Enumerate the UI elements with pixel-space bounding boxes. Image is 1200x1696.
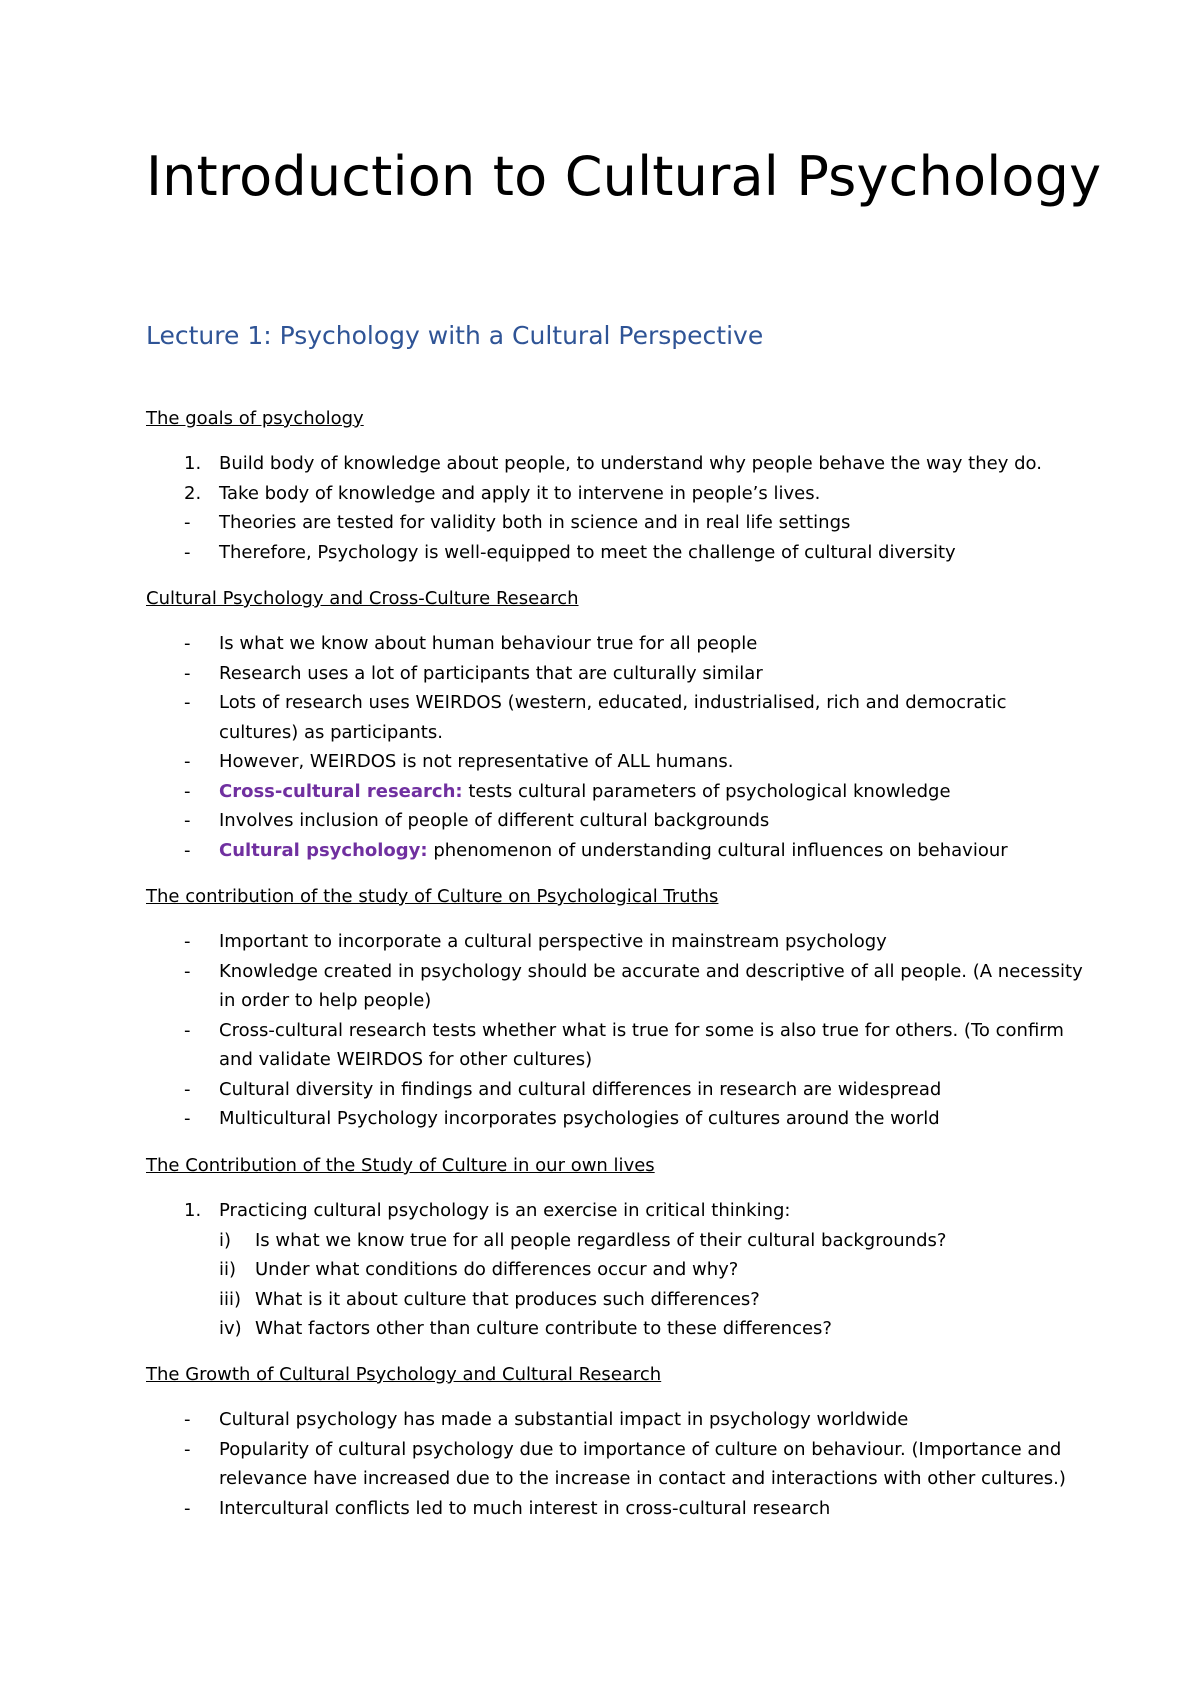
sub-list-marker: i) bbox=[219, 1229, 232, 1251]
list-marker: - bbox=[184, 931, 191, 952]
item-text: Cultural diversity in findings and cultural differences in research are widespread bbox=[219, 1078, 942, 1100]
list-item bbox=[146, 1104, 1086, 1134]
section-heading: The Contribution of the Study of Culture in our own lives bbox=[146, 1155, 655, 1176]
sub-item-list bbox=[146, 1226, 1086, 1344]
list-marker: 1. bbox=[184, 1200, 202, 1221]
list-item bbox=[146, 479, 1086, 509]
list-item bbox=[146, 1405, 1086, 1435]
item-text: Involves inclusion of people of different cultural backgrounds bbox=[219, 810, 770, 831]
section-heading: Cultural Psychology and Cross-Culture Research bbox=[146, 588, 579, 609]
item-text: Lots of research uses WEIRDOS (western, educated, industrialised, rich and democratic cultures) as participants. bbox=[219, 692, 1007, 743]
item-text: Research uses a lot of participants that are culturally similar bbox=[219, 662, 763, 684]
item-text: Is what we know about human behaviour true for all people bbox=[219, 633, 758, 654]
item-list bbox=[146, 1196, 1086, 1226]
list-item bbox=[146, 659, 1086, 689]
list-marker: - bbox=[184, 780, 191, 802]
list-marker: - bbox=[184, 541, 191, 563]
list-item bbox=[146, 806, 1086, 836]
sub-item-text: Under what conditions do differences occur and why? bbox=[255, 1259, 739, 1280]
section-contribution-own-lives bbox=[146, 1151, 1086, 1344]
sub-list-marker: iii) bbox=[219, 1288, 242, 1310]
list-marker: - bbox=[184, 1078, 191, 1100]
sub-item-text: What factors other than culture contribute to these differences? bbox=[255, 1318, 832, 1339]
list-item bbox=[146, 957, 1086, 1016]
list-item bbox=[146, 538, 1086, 568]
sub-list-item bbox=[146, 1255, 1086, 1285]
section-heading: The goals of psychology bbox=[146, 408, 364, 429]
list-item bbox=[146, 927, 1086, 957]
list-marker: - bbox=[184, 839, 191, 861]
item-list bbox=[146, 449, 1086, 567]
list-marker: - bbox=[184, 1438, 191, 1460]
list-marker: - bbox=[184, 1409, 191, 1430]
list-marker: - bbox=[184, 1497, 191, 1519]
section-cultural-psychology-research bbox=[146, 584, 1086, 865]
sub-list-marker: ii) bbox=[219, 1259, 237, 1280]
section-heading: The contribution of the study of Culture on Psychological Truths bbox=[146, 886, 719, 907]
list-marker: - bbox=[184, 692, 191, 713]
list-item bbox=[146, 1494, 1086, 1524]
item-text: Cultural psychology has made a substantial impact in psychology worldwide bbox=[219, 1409, 909, 1430]
section-growth-cultural-psychology bbox=[146, 1360, 1086, 1523]
list-item bbox=[146, 1196, 1086, 1226]
list-item bbox=[146, 1435, 1086, 1494]
section-goals-of-psychology bbox=[146, 404, 1086, 567]
item-list bbox=[146, 927, 1086, 1134]
list-marker: - bbox=[184, 633, 191, 654]
list-marker: - bbox=[184, 810, 191, 831]
list-marker: 1. bbox=[184, 453, 202, 474]
item-text: Knowledge created in psychology should be accurate and descriptive of all people. (A necessity in order to help people) bbox=[219, 960, 1083, 1011]
item-text: Therefore, Psychology is well-equipped to meet the challenge of cultural diversity bbox=[219, 541, 956, 563]
item-text: Take body of knowledge and apply it to intervene in people’s lives. bbox=[219, 482, 821, 504]
list-item bbox=[146, 747, 1086, 777]
lecture-heading: Lecture 1: Psychology with a Cultural Perspective bbox=[146, 321, 764, 350]
key-term: Cultural psychology: bbox=[219, 839, 428, 861]
item-text: phenomenon of understanding cultural influences on behaviour bbox=[427, 839, 1008, 861]
list-item bbox=[146, 1016, 1086, 1075]
list-marker: 2. bbox=[184, 482, 202, 504]
list-item bbox=[146, 508, 1086, 538]
item-list bbox=[146, 1405, 1086, 1523]
item-text: However, WEIRDOS is not representative of ALL humans. bbox=[219, 751, 734, 772]
item-text: Intercultural conflicts led to much interest in cross-cultural research bbox=[219, 1497, 831, 1519]
list-marker: - bbox=[184, 512, 191, 533]
item-text: Multicultural Psychology incorporates psychologies of cultures around the world bbox=[219, 1108, 940, 1129]
item-text: Important to incorporate a cultural perspective in mainstream psychology bbox=[219, 931, 887, 952]
sub-list-marker: iv) bbox=[219, 1318, 242, 1339]
list-marker: - bbox=[184, 1108, 191, 1129]
item-text: Theories are tested for validity both in science and in real life settings bbox=[219, 512, 851, 533]
list-marker: - bbox=[184, 1019, 191, 1041]
list-item bbox=[146, 629, 1086, 659]
list-item bbox=[146, 449, 1086, 479]
sub-list-item bbox=[146, 1314, 1086, 1344]
section-heading: The Growth of Cultural Psychology and Cultural Research bbox=[146, 1364, 662, 1385]
item-text: Practicing cultural psychology is an exercise in critical thinking: bbox=[219, 1200, 791, 1221]
item-list bbox=[146, 629, 1086, 865]
list-marker: - bbox=[184, 960, 191, 982]
key-term: Cross-cultural research: bbox=[219, 780, 463, 802]
list-marker: - bbox=[184, 751, 191, 772]
list-item bbox=[146, 836, 1086, 866]
sub-list-item bbox=[146, 1226, 1086, 1256]
list-item bbox=[146, 1075, 1086, 1105]
sub-item-text: What is it about culture that produces such differences? bbox=[255, 1288, 760, 1310]
list-item bbox=[146, 777, 1086, 807]
document-title: Introduction to Cultural Psychology bbox=[146, 145, 1102, 208]
section-contribution-psychological-truths bbox=[146, 882, 1086, 1134]
item-text: tests cultural parameters of psychological knowledge bbox=[462, 780, 951, 802]
sub-item-text: Is what we know true for all people regardless of their cultural backgrounds? bbox=[255, 1229, 947, 1251]
sub-list-item bbox=[146, 1285, 1086, 1315]
item-text: Cross-cultural research tests whether what is true for some is also true for others. (To confirm and validate WEIRDOS for other cultures) bbox=[219, 1019, 1064, 1070]
list-item bbox=[146, 688, 1086, 747]
item-text: Build body of knowledge about people, to understand why people behave the way they do. bbox=[219, 453, 1042, 474]
item-text: Popularity of cultural psychology due to importance of culture on behaviour. (Importance and relevance have increased due to the increase in contact and interactions with other cultures.) bbox=[219, 1438, 1066, 1489]
list-marker: - bbox=[184, 662, 191, 684]
